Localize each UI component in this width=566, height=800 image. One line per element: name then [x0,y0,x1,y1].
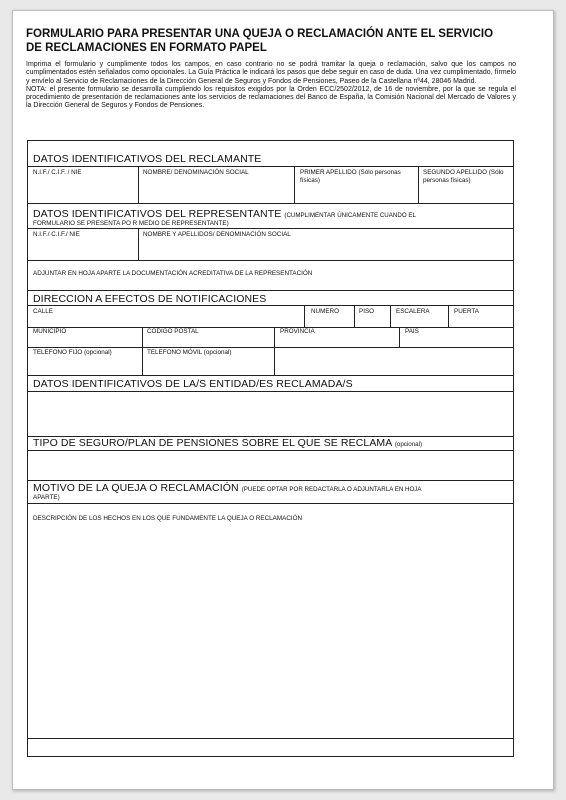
motivo-note: (PUEDE OPTAR POR REDACTARLA O ADJUNTARLA EN HOJA [241,486,422,493]
input-entidad-reclamada[interactable] [29,392,513,435]
input-provincia[interactable] [275,336,398,346]
label-escalera: ESCALERA [396,308,430,315]
label-primer-apellido: PRIMER APELLIDO (Sólo personas físicas) [300,169,401,184]
input-codigo-postal[interactable] [143,336,273,346]
input-calle[interactable] [29,316,303,326]
label-descripcion-hechos: DESCRIPCIÓN DE LOS HECHOS EN LOS QUE FUNDAMENTE LA QUEJA O RECLAMACIÓN [33,515,303,522]
section-heading-motivo: MOTIVO DE LA QUEJA O RECLAMACIÓN (PUEDE OPTAR POR REDACTARLA O ADJUNTARLA EN HOJA [33,482,422,494]
section-heading-entidad: DATOS IDENTIFICATIVOS DE LA/S ENTIDAD/ES RECLAMADA/S [33,378,353,390]
complaint-form [27,140,514,757]
label-puerta: PUERTA [454,308,479,315]
input-piso[interactable] [355,316,389,326]
intro-paragraph-instructions: Imprima el formulario y cumplimente todos los campos, en caso contrario no se podrá tramitar la queja o reclamación, salvo que los campos no cumplimentados estén señalados como opcionales. La Guía Práctica le indicará los pasos que debe seguir en caso de duda. Una vez cumplimentado, fírmelo y envíelo al Servicio de Reclamaciones de la Dirección General de Seguros y Fondos de Pensiones, Paseo de la Castellana nº44, 28046 Madrid. [26,61,516,85]
motivo-note-line2: APARTE) [33,494,60,501]
representante-note: (CUMPLIMENTAR ÚNICAMENTE CUANDO EL [284,212,416,219]
label-piso: PISO [359,308,375,315]
input-telefono-fijo[interactable] [29,365,141,374]
form-title-line1: FORMULARIO PARA PRESENTAR UNA QUEJA O RECLAMACIÓN ANTE EL SERVICIO [26,28,494,40]
input-pais[interactable] [400,336,513,346]
section-heading-seguro: TIPO DE SEGURO/PLAN DE PENSIONES SOBRE EL QUE SE RECLAMA (opcional) [33,437,423,449]
divider [28,503,513,504]
label-provincia: PROVINCIA [280,328,315,335]
input-nif-representante[interactable] [29,240,137,259]
divider [28,260,513,261]
divider [28,290,513,291]
divider [28,480,513,481]
input-municipio[interactable] [29,336,141,346]
divider [28,228,513,229]
signature-field[interactable] [29,739,513,756]
form-title [26,27,524,55]
adjuntar-representacion-note: ADJUNTAR EN HOJA APARTE LA DOCUMENTACIÓN ACREDITATIVA DE LA REPRESENTACIÓN [33,270,313,277]
section-heading-reclamante: DATOS IDENTIFICATIVOS DEL RECLAMANTE [33,153,262,165]
input-numero[interactable] [305,316,353,326]
input-escalera[interactable] [391,316,447,326]
label-numero: NUMERO [311,308,339,315]
label-nombre-representante: NOMBRE Y APELLIDOS/ DENOMINACIÓN SOCIAL [143,231,291,238]
divider [28,203,513,204]
divider [28,327,513,328]
input-segundo-apellido[interactable] [419,187,513,202]
intro-text [26,61,516,111]
label-calle: CALLE [33,308,53,315]
label-segundo-apellido: SEGUNDO APELLIDO (Sólo personas físicas) [423,169,504,184]
section-heading-representante: DATOS IDENTIFICATIVOS DEL REPRESENTANTE (CUMPLIMENTAR ÚNICAMENTE CUANDO EL [33,208,416,220]
label-nif-representante: N.I.F./ C.I.F./ NIE [33,231,80,238]
representante-note-line2: FORMULARIO SE PRESENTA PO R MEDIO DE REPRESENTANTE) [33,220,229,227]
input-nombre-representante[interactable] [139,240,513,259]
input-telefono-movil[interactable] [143,358,273,374]
section-heading-direccion: DIRECCION A EFECTOS DE NOTIFICACIONES [33,293,267,305]
label-nombre-reclamante: NOMBRE/ DENOMINACIÓN SOCIAL [143,169,249,176]
divider [28,347,513,348]
divider [28,305,513,306]
intro-paragraph-note: NOTA: el presente formulario se desarrolla cumpliendo los requisitos exigidos por la Orden ECC/2502/2012, de 16 de noviembre, por la que se regula el procedimiento de presentación de reclamaciones ante los servicios de reclamaciones del Banco de España, la Comisión Nacional del Mercado de Valores y la Dirección General de Seguros y Fondos de Pensiones. [26,85,516,110]
divider [274,347,275,375]
label-telefono-movil: TELEFONO MÓVIL (opcional) [147,349,232,356]
input-tipo-seguro[interactable] [29,451,513,479]
form-title-line2: DE RECLAMACIONES EN FORMATO PAPEL [26,42,267,54]
label-telefono-fijo: TELEFONO FIJO (opcional) [33,349,112,356]
divider [28,375,513,376]
input-nombre-reclamante[interactable] [139,178,293,202]
label-municipio: MUNICIPIO [33,328,67,335]
label-codigo-postal: CODIGO POSTAL [147,328,199,335]
label-nif-reclamante: N.I.F./ C.I.F. / NIE [33,169,82,176]
input-puerta[interactable] [449,316,513,326]
input-primer-apellido[interactable] [295,187,417,202]
input-nif-reclamante[interactable] [29,178,137,202]
seguro-optional-note: (opcional) [394,441,423,448]
textarea-descripcion-hechos[interactable] [29,526,513,737]
label-pais: PAIS [405,328,419,335]
divider [28,166,513,167]
